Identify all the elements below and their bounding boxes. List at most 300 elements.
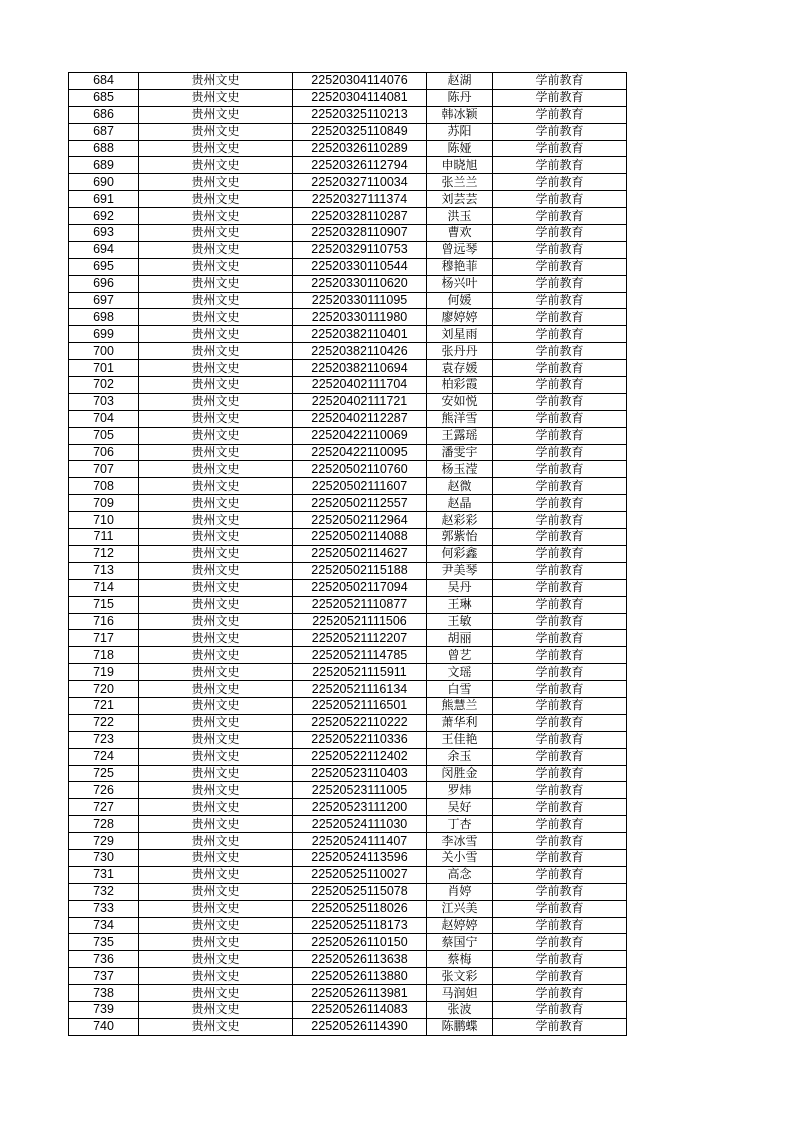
category-cell: 贵州文史 [139,968,293,985]
row-number-cell: 695 [69,258,139,275]
exam-id-cell: 22520526114390 [293,1018,427,1035]
table-row [69,444,627,461]
exam-id-cell: 22520524111030 [293,816,427,833]
table-row [69,461,627,478]
student-name-cell: 胡丽 [427,630,493,647]
major-cell: 学前教育 [493,174,627,191]
table-row [69,562,627,579]
exam-id-cell: 22520521114785 [293,647,427,664]
table-row [69,410,627,427]
row-number-cell: 685 [69,89,139,106]
row-number-cell: 692 [69,208,139,225]
exam-id-cell: 22520526113880 [293,968,427,985]
category-cell: 贵州文史 [139,934,293,951]
major-cell: 学前教育 [493,731,627,748]
row-number-cell: 730 [69,849,139,866]
student-name-cell: 韩冰颖 [427,106,493,123]
table-row [69,917,627,934]
category-cell: 贵州文史 [139,427,293,444]
major-cell: 学前教育 [493,562,627,579]
major-cell: 学前教育 [493,360,627,377]
student-name-cell: 马润妲 [427,985,493,1002]
table-row [69,275,627,292]
table-row [69,1018,627,1035]
major-cell: 学前教育 [493,664,627,681]
major-cell: 学前教育 [493,123,627,140]
exam-id-cell: 22520330111095 [293,292,427,309]
row-number-cell: 684 [69,73,139,90]
major-cell: 学前教育 [493,816,627,833]
student-name-cell: 余玉 [427,748,493,765]
exam-id-cell: 22520502112964 [293,512,427,529]
exam-id-cell: 22520502110760 [293,461,427,478]
major-cell: 学前教育 [493,849,627,866]
exam-id-cell: 22520382110401 [293,326,427,343]
row-number-cell: 736 [69,951,139,968]
exam-id-cell: 22520525110027 [293,866,427,883]
student-name-cell: 张文彩 [427,968,493,985]
student-name-cell: 熊洋雪 [427,410,493,427]
table-row [69,697,627,714]
category-cell: 贵州文史 [139,292,293,309]
table-row [69,495,627,512]
exam-id-cell: 22520525118026 [293,900,427,917]
table-row [69,140,627,157]
table-row [69,241,627,258]
category-cell: 贵州文史 [139,545,293,562]
major-cell: 学前教育 [493,241,627,258]
student-name-cell: 袁存媛 [427,360,493,377]
category-cell: 贵州文史 [139,799,293,816]
row-number-cell: 740 [69,1018,139,1035]
row-number-cell: 719 [69,664,139,681]
row-number-cell: 724 [69,748,139,765]
category-cell: 贵州文史 [139,765,293,782]
student-name-cell: 曹欢 [427,225,493,242]
exam-id-cell: 22520304114081 [293,89,427,106]
major-cell: 学前教育 [493,140,627,157]
major-cell: 学前教育 [493,377,627,394]
category-cell: 贵州文史 [139,630,293,647]
row-number-cell: 704 [69,410,139,427]
exam-id-cell: 22520522110336 [293,731,427,748]
row-number-cell: 710 [69,512,139,529]
student-name-cell: 张兰兰 [427,174,493,191]
major-cell: 学前教育 [493,89,627,106]
student-name-cell: 熊慧兰 [427,697,493,714]
exam-id-cell: 22520521115911 [293,664,427,681]
category-cell: 贵州文史 [139,900,293,917]
major-cell: 学前教育 [493,866,627,883]
major-cell: 学前教育 [493,309,627,326]
student-name-cell: 王敏 [427,613,493,630]
student-name-cell: 陈鹏蝶 [427,1018,493,1035]
row-number-cell: 713 [69,562,139,579]
row-number-cell: 723 [69,731,139,748]
major-cell: 学前教育 [493,191,627,208]
category-cell: 贵州文史 [139,73,293,90]
student-name-cell: 赵晶 [427,495,493,512]
exam-id-cell: 22520502111607 [293,478,427,495]
exam-id-cell: 22520328110287 [293,208,427,225]
exam-id-cell: 22520502115188 [293,562,427,579]
student-name-cell: 闵胜金 [427,765,493,782]
table-row [69,681,627,698]
exam-id-cell: 22520330111980 [293,309,427,326]
student-name-cell: 柏彩霞 [427,377,493,394]
exam-id-cell: 22520382110426 [293,343,427,360]
table-body [69,73,627,1036]
category-cell: 贵州文史 [139,647,293,664]
table-row [69,157,627,174]
category-cell: 贵州文史 [139,833,293,850]
exam-id-cell: 22520522110222 [293,714,427,731]
student-name-cell: 蔡梅 [427,951,493,968]
category-cell: 贵州文史 [139,326,293,343]
major-cell: 学前教育 [493,275,627,292]
row-number-cell: 734 [69,917,139,934]
major-cell: 学前教育 [493,444,627,461]
exam-id-cell: 22520328110907 [293,225,427,242]
student-name-cell: 张丹丹 [427,343,493,360]
category-cell: 贵州文史 [139,985,293,1002]
table-row [69,123,627,140]
row-number-cell: 722 [69,714,139,731]
major-cell: 学前教育 [493,1001,627,1018]
exam-id-cell: 22520523111005 [293,782,427,799]
student-name-cell: 丁杏 [427,816,493,833]
exam-id-cell: 22520402111704 [293,377,427,394]
table-row [69,191,627,208]
major-cell: 学前教育 [493,343,627,360]
table-row [69,900,627,917]
major-cell: 学前教育 [493,427,627,444]
student-name-cell: 王露瑶 [427,427,493,444]
student-name-cell: 廖婷婷 [427,309,493,326]
exam-id-cell: 22520382110694 [293,360,427,377]
student-name-cell: 刘星雨 [427,326,493,343]
student-name-cell: 穆艳菲 [427,258,493,275]
row-number-cell: 703 [69,393,139,410]
row-number-cell: 701 [69,360,139,377]
category-cell: 贵州文史 [139,714,293,731]
student-name-cell: 申晓旭 [427,157,493,174]
table-row [69,799,627,816]
student-name-cell: 李冰雪 [427,833,493,850]
major-cell: 学前教育 [493,613,627,630]
row-number-cell: 715 [69,596,139,613]
category-cell: 贵州文史 [139,579,293,596]
table-row [69,529,627,546]
table-row [69,596,627,613]
table-row [69,985,627,1002]
category-cell: 贵州文史 [139,410,293,427]
student-name-cell: 尹美琴 [427,562,493,579]
table-row [69,427,627,444]
category-cell: 贵州文史 [139,360,293,377]
table-row [69,512,627,529]
table-row [69,714,627,731]
major-cell: 学前教育 [493,478,627,495]
row-number-cell: 727 [69,799,139,816]
category-cell: 贵州文史 [139,140,293,157]
category-cell: 贵州文史 [139,241,293,258]
exam-id-cell: 22520402112287 [293,410,427,427]
row-number-cell: 728 [69,816,139,833]
table-row [69,833,627,850]
category-cell: 贵州文史 [139,664,293,681]
row-number-cell: 693 [69,225,139,242]
category-cell: 贵州文史 [139,258,293,275]
category-cell: 贵州文史 [139,613,293,630]
category-cell: 贵州文史 [139,681,293,698]
category-cell: 贵州文史 [139,444,293,461]
table-row [69,782,627,799]
category-cell: 贵州文史 [139,917,293,934]
table-row [69,579,627,596]
row-number-cell: 699 [69,326,139,343]
table-row [69,292,627,309]
category-cell: 贵州文史 [139,562,293,579]
major-cell: 学前教育 [493,917,627,934]
table-row [69,664,627,681]
row-number-cell: 694 [69,241,139,258]
category-cell: 贵州文史 [139,596,293,613]
major-cell: 学前教育 [493,529,627,546]
exam-id-cell: 22520330110620 [293,275,427,292]
category-cell: 贵州文史 [139,208,293,225]
exam-id-cell: 22520521112207 [293,630,427,647]
major-cell: 学前教育 [493,410,627,427]
category-cell: 贵州文史 [139,883,293,900]
exam-id-cell: 22520522112402 [293,748,427,765]
category-cell: 贵州文史 [139,275,293,292]
student-name-cell: 张波 [427,1001,493,1018]
exam-id-cell: 22520502114088 [293,529,427,546]
row-number-cell: 707 [69,461,139,478]
row-number-cell: 720 [69,681,139,698]
student-name-cell: 陈娅 [427,140,493,157]
major-cell: 学前教育 [493,934,627,951]
table-row [69,106,627,123]
major-cell: 学前教育 [493,106,627,123]
table-row [69,968,627,985]
major-cell: 学前教育 [493,782,627,799]
category-cell: 贵州文史 [139,731,293,748]
category-cell: 贵州文史 [139,461,293,478]
table-row [69,816,627,833]
major-cell: 学前教育 [493,596,627,613]
table-row [69,377,627,394]
exam-id-cell: 22520525118173 [293,917,427,934]
category-cell: 贵州文史 [139,225,293,242]
student-name-cell: 杨兴叶 [427,275,493,292]
category-cell: 贵州文史 [139,697,293,714]
student-name-cell: 安如悦 [427,393,493,410]
exam-id-cell: 22520524111407 [293,833,427,850]
category-cell: 贵州文史 [139,1018,293,1035]
table-row [69,208,627,225]
category-cell: 贵州文史 [139,849,293,866]
row-number-cell: 711 [69,529,139,546]
student-name-cell: 王琳 [427,596,493,613]
row-number-cell: 721 [69,697,139,714]
category-cell: 贵州文史 [139,191,293,208]
major-cell: 学前教育 [493,883,627,900]
exam-id-cell: 22520502112557 [293,495,427,512]
exam-id-cell: 22520326110289 [293,140,427,157]
row-number-cell: 733 [69,900,139,917]
exam-id-cell: 22520521116501 [293,697,427,714]
major-cell: 学前教育 [493,208,627,225]
major-cell: 学前教育 [493,225,627,242]
major-cell: 学前教育 [493,799,627,816]
major-cell: 学前教育 [493,951,627,968]
table-row [69,360,627,377]
major-cell: 学前教育 [493,681,627,698]
exam-id-cell: 22520526110150 [293,934,427,951]
category-cell: 贵州文史 [139,495,293,512]
row-number-cell: 691 [69,191,139,208]
table-row [69,478,627,495]
student-name-cell: 赵婷婷 [427,917,493,934]
major-cell: 学前教育 [493,697,627,714]
exam-id-cell: 22520521111506 [293,613,427,630]
category-cell: 贵州文史 [139,529,293,546]
row-number-cell: 718 [69,647,139,664]
row-number-cell: 714 [69,579,139,596]
table-row [69,934,627,951]
row-number-cell: 700 [69,343,139,360]
student-name-cell: 江兴美 [427,900,493,917]
student-name-cell: 刘芸芸 [427,191,493,208]
exam-id-cell: 22520329110753 [293,241,427,258]
table-row [69,765,627,782]
student-name-cell: 赵湖 [427,73,493,90]
row-number-cell: 698 [69,309,139,326]
major-cell: 学前教育 [493,833,627,850]
table-row [69,1001,627,1018]
student-name-cell: 白雪 [427,681,493,698]
exam-id-cell: 22520304114076 [293,73,427,90]
category-cell: 贵州文史 [139,512,293,529]
exam-id-cell: 22520502117094 [293,579,427,596]
table-row [69,326,627,343]
exam-id-cell: 22520523110403 [293,765,427,782]
category-cell: 贵州文史 [139,782,293,799]
exam-id-cell: 22520521110877 [293,596,427,613]
row-number-cell: 726 [69,782,139,799]
table-row [69,258,627,275]
major-cell: 学前教育 [493,157,627,174]
exam-id-cell: 22520327111374 [293,191,427,208]
student-name-cell: 洪玉 [427,208,493,225]
student-name-cell: 何媛 [427,292,493,309]
student-name-cell: 陈丹 [427,89,493,106]
row-number-cell: 689 [69,157,139,174]
table-row [69,545,627,562]
category-cell: 贵州文史 [139,377,293,394]
table-row [69,866,627,883]
exam-id-cell: 22520402111721 [293,393,427,410]
student-name-cell: 郭紫怡 [427,529,493,546]
category-cell: 贵州文史 [139,343,293,360]
row-number-cell: 729 [69,833,139,850]
student-name-cell: 王佳艳 [427,731,493,748]
student-name-cell: 关小雪 [427,849,493,866]
row-number-cell: 709 [69,495,139,512]
student-name-cell: 苏阳 [427,123,493,140]
table-row [69,731,627,748]
row-number-cell: 696 [69,275,139,292]
student-name-cell: 罗炜 [427,782,493,799]
row-number-cell: 717 [69,630,139,647]
student-name-cell: 吴丹 [427,579,493,596]
row-number-cell: 725 [69,765,139,782]
student-name-cell: 赵微 [427,478,493,495]
row-number-cell: 697 [69,292,139,309]
major-cell: 学前教育 [493,647,627,664]
student-name-cell: 曾远琴 [427,241,493,258]
category-cell: 贵州文史 [139,1001,293,1018]
category-cell: 贵州文史 [139,174,293,191]
student-name-cell: 萧华利 [427,714,493,731]
category-cell: 贵州文史 [139,951,293,968]
major-cell: 学前教育 [493,765,627,782]
table-row [69,748,627,765]
student-name-cell: 肖婷 [427,883,493,900]
table-row [69,225,627,242]
major-cell: 学前教育 [493,748,627,765]
exam-id-cell: 22520526114083 [293,1001,427,1018]
major-cell: 学前教育 [493,495,627,512]
category-cell: 贵州文史 [139,123,293,140]
major-cell: 学前教育 [493,714,627,731]
table-row [69,849,627,866]
row-number-cell: 706 [69,444,139,461]
exam-id-cell: 22520325110213 [293,106,427,123]
table-row [69,393,627,410]
exam-id-cell: 22520523111200 [293,799,427,816]
major-cell: 学前教育 [493,393,627,410]
exam-id-cell: 22520422110069 [293,427,427,444]
major-cell: 学前教育 [493,326,627,343]
exam-id-cell: 22520422110095 [293,444,427,461]
major-cell: 学前教育 [493,461,627,478]
student-name-cell: 吴好 [427,799,493,816]
table-row [69,174,627,191]
exam-id-cell: 22520327110034 [293,174,427,191]
row-number-cell: 738 [69,985,139,1002]
category-cell: 贵州文史 [139,157,293,174]
student-name-cell: 赵彩彩 [427,512,493,529]
major-cell: 学前教育 [493,579,627,596]
row-number-cell: 686 [69,106,139,123]
category-cell: 贵州文史 [139,309,293,326]
major-cell: 学前教育 [493,545,627,562]
category-cell: 贵州文史 [139,393,293,410]
row-number-cell: 739 [69,1001,139,1018]
exam-id-cell: 22520330110544 [293,258,427,275]
row-number-cell: 708 [69,478,139,495]
category-cell: 贵州文史 [139,478,293,495]
student-name-cell: 蔡国宁 [427,934,493,951]
student-name-cell: 文瑶 [427,664,493,681]
row-number-cell: 732 [69,883,139,900]
row-number-cell: 702 [69,377,139,394]
major-cell: 学前教育 [493,73,627,90]
exam-id-cell: 22520326112794 [293,157,427,174]
